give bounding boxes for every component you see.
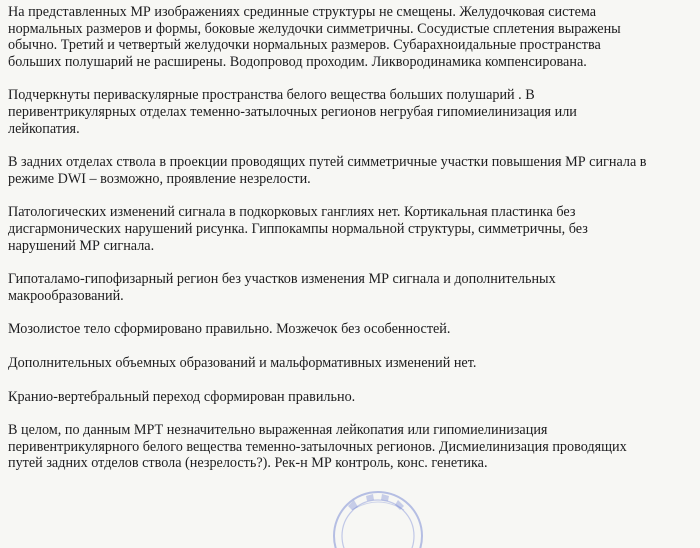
stamp-seal — [318, 488, 438, 548]
paragraph-craniovertebral-junction: Кранио-вертебральный переход сформирован правильно. — [8, 388, 356, 405]
paragraph-no-masses: Дополнительных объемных образований и мальформативных изменений нет. — [8, 354, 477, 371]
paragraph-hypothalamic-pituitary: Гипоталамо-гипофизарный регион без участков изменения МР сигнала и дополнительных макрообразований. — [8, 271, 556, 304]
paragraph-ventricular-system: На представленных МР изображениях срединные структуры не смещены. Желудочковая система нормальных размеров и формы, боковые желудочки симметричны. Сосудистые сплетения выражены обычно. Третий и четвертый желудочки нормальных размеров. Субарахноидальные пространства больших полушарий не расширены. Водопровод проходим. Ликвородинамика компенсирована. — [8, 4, 621, 70]
paragraph-conclusion: В целом, по данным МРТ незначительно выраженная лейкопатия или гипомиелинизация перивентрикулярного белого вещества теменно-затылочных регионов. Дисмиелинизация проводящих путей задних отделов ствола (незрелость?). Рек-н МР контроль, конс. генетика. — [8, 422, 627, 472]
paragraph-corpus-callosum: Мозолистое тело сформировано правильно. Мозжечок без особенностей. — [8, 321, 451, 338]
mri-report-text — [8, 4, 698, 489]
paragraph-perivascular-spaces: Подчеркнуты периваскулярные пространства белого вещества больших полушарий . В перивентрикулярных отделах теменно-затылочных регионов негрубая гипомиелинизация или лейкопатия. — [8, 87, 577, 137]
paragraph-subcortical-ganglia: Патологических изменений сигнала в подкорковых ганглиях нет. Кортикальная пластинка без дисгармонических нарушений рисунка. Гиппокампы нормальной структуры, симметричны, без нарушений МР сигнала. — [8, 204, 588, 254]
paragraph-brainstem-dwi: В задних отделах ствола в проекции проводящих путей симметричные участки повышения МР сигнала в режиме DWI – возможно, проявление незрелости. — [8, 154, 647, 187]
